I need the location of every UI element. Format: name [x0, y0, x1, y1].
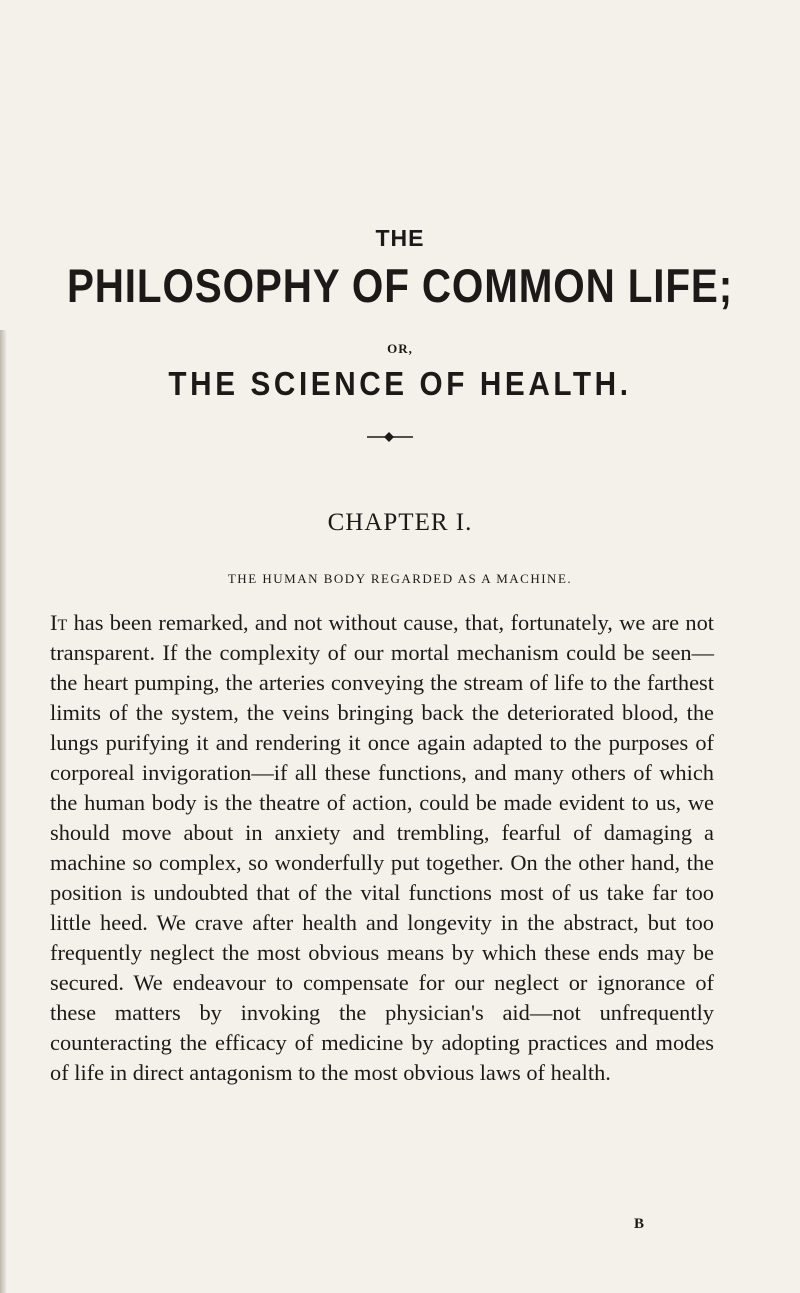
chapter-body-paragraph — [50, 608, 714, 1088]
paragraph-text: has been remarked, and not without cause, that, fortunately, we are not transparent. If the complexity of our mortal mechanism could be seen—the heart pumping, the arteries conveying the stream of life to the farthest limits of the system, the veins bringing back the deteriorated blood, the lungs purifying it and rendering it once again adapted to the purposes of corporeal invigoration—if all these functions, and many others of which the human body is the theatre of action, could be made evident to us, we should move about in anxiety and trembling, fearful of damaging a machine so complex, so wonderfully put together. On the other hand, the position is undoubted that of the vital functions most of us take far too little heed. We crave after health and longevity in the abstract, but too frequently neglect the most obvious means by which these ends may be secured. We endeavour to compensate for our neglect or ignorance of these matters by invoking the physician's aid—not unfrequently counteracting the efficacy of medicine by adopting practices and modes of life in direct antagonism to the most obvious laws of health. — [50, 610, 714, 1085]
book-subtitle: THE SCIENCE OF HEALTH. — [168, 365, 632, 402]
page-edge-shadow — [0, 330, 7, 1293]
chapter-heading: CHAPTER I. — [327, 509, 473, 536]
book-title: PHILOSOPHY OF COMMON LIFE; — [66, 259, 734, 312]
title-prefix: THE — [375, 225, 425, 251]
chapter-subtitle: THE HUMAN BODY REGARDED AS A MACHINE. — [227, 571, 573, 586]
diamond-dash-ornament-icon — [367, 430, 413, 444]
paragraph-lead-word: It — [50, 610, 68, 635]
signature-mark: B — [634, 1216, 645, 1232]
title-or: OR, — [387, 341, 413, 356]
